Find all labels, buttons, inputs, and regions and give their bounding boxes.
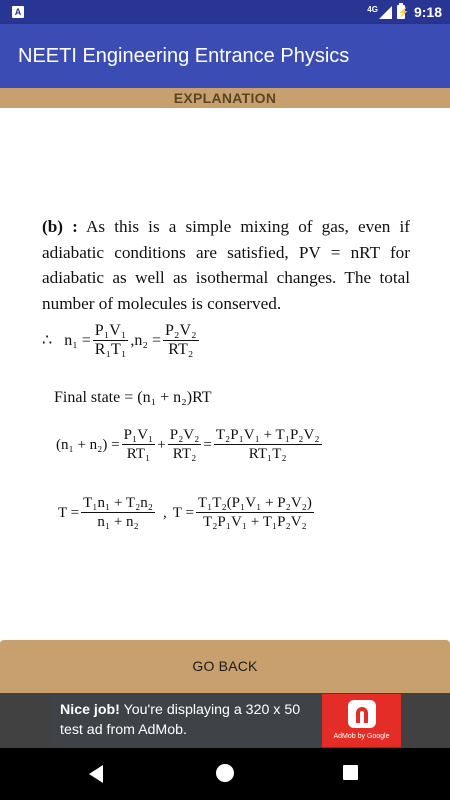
term2-denominator: RT₂ [172,446,197,462]
temp2-denominator: T₂P₁V₁ + T₁P₂V₂ [203,514,307,530]
term1-numerator: P₁V₁ [123,427,154,443]
n2-lhs: n₂ = [134,331,162,349]
go-back-button[interactable]: GO BACK [0,640,450,693]
equals-sign: = [203,436,212,453]
home-circle-icon[interactable] [216,764,234,782]
recents-square-icon[interactable] [343,765,358,780]
sum-lhs: (n₁ + n₂) = [56,436,120,453]
term3-numerator: T₂P₁V₁ + T₁P₂V₂ [215,427,320,443]
signal-strength-icon [379,6,392,19]
app-toolbar [0,24,450,88]
admob-logo-icon [348,700,376,728]
back-triangle-icon[interactable] [89,765,103,783]
equation-sum-moles [56,426,324,463]
ad-body: You're displaying a 320 x 50 test ad from AdMob. [60,702,301,738]
term3-fraction [214,426,322,463]
n1-fraction [93,322,129,359]
plus-sign: + [157,436,166,453]
therefore-symbol: ∴ [42,331,53,349]
final-state-text: Final state = (n₁ + n₂)RT [54,389,212,406]
temp-fraction-2 [196,494,314,531]
term2-numerator: P₂V₂ [169,427,200,443]
answer-prefix: (b) : [42,217,78,236]
temp1-numerator: T₁n₁ + T₂n₂ [83,495,154,511]
status-indicators [367,0,442,24]
solution-paragraph [42,214,410,316]
n1-denominator: R₁T₁ [94,341,127,358]
explanation-header: EXPLANATION [0,88,450,108]
solution-text: As this is a simple mixing of gas, even if adiabatic conditions are satisfied, PV = nRT for adiabatic as well as isothermal changes. The total number of molecules is conserved. [42,217,411,313]
battery-charging-icon: ⚡ [397,7,410,17]
admob-caption: AdMob by Google [333,733,390,740]
equation-moles [42,322,201,359]
term3-denominator: RT₁T₂ [248,446,287,462]
temp-lhs-1: T = [58,504,80,521]
solution-image [34,204,414,544]
system-navigation-bar [0,748,450,800]
admob-logo-block [322,694,401,747]
temp-fraction-1 [81,494,155,531]
term1-fraction [122,426,156,463]
ad-text [60,700,318,740]
n2-numerator: P₂V₂ [165,322,197,339]
clock: 9:18 [413,4,442,20]
n1-numerator: P₁V₁ [94,322,127,339]
comma: , [130,331,135,349]
n2-denominator: RT₂ [168,341,194,358]
temp-lhs-2: T = [172,504,194,521]
notification-app-icon: A [12,6,24,18]
temp1-denominator: n₁ + n₂ [97,514,139,530]
ad-banner[interactable] [0,693,450,748]
term2-fraction [168,426,202,463]
n1-lhs: n₁ = [64,331,91,349]
app-title: NEETI Engineering Entrance Physics [18,45,350,67]
status-bar [0,0,450,24]
term1-denominator: RT₁ [126,446,151,462]
equation-final-state [54,388,212,408]
temp2-numerator: T₁T₂(P₁V₁ + P₂V₂) [197,495,312,511]
separator-comma: , [163,504,167,521]
network-type-label: 4G [367,4,378,14]
n2-fraction [163,322,199,359]
ad-headline: Nice job! [60,702,120,718]
test-ad[interactable] [50,694,401,747]
equation-temperature [58,494,316,531]
